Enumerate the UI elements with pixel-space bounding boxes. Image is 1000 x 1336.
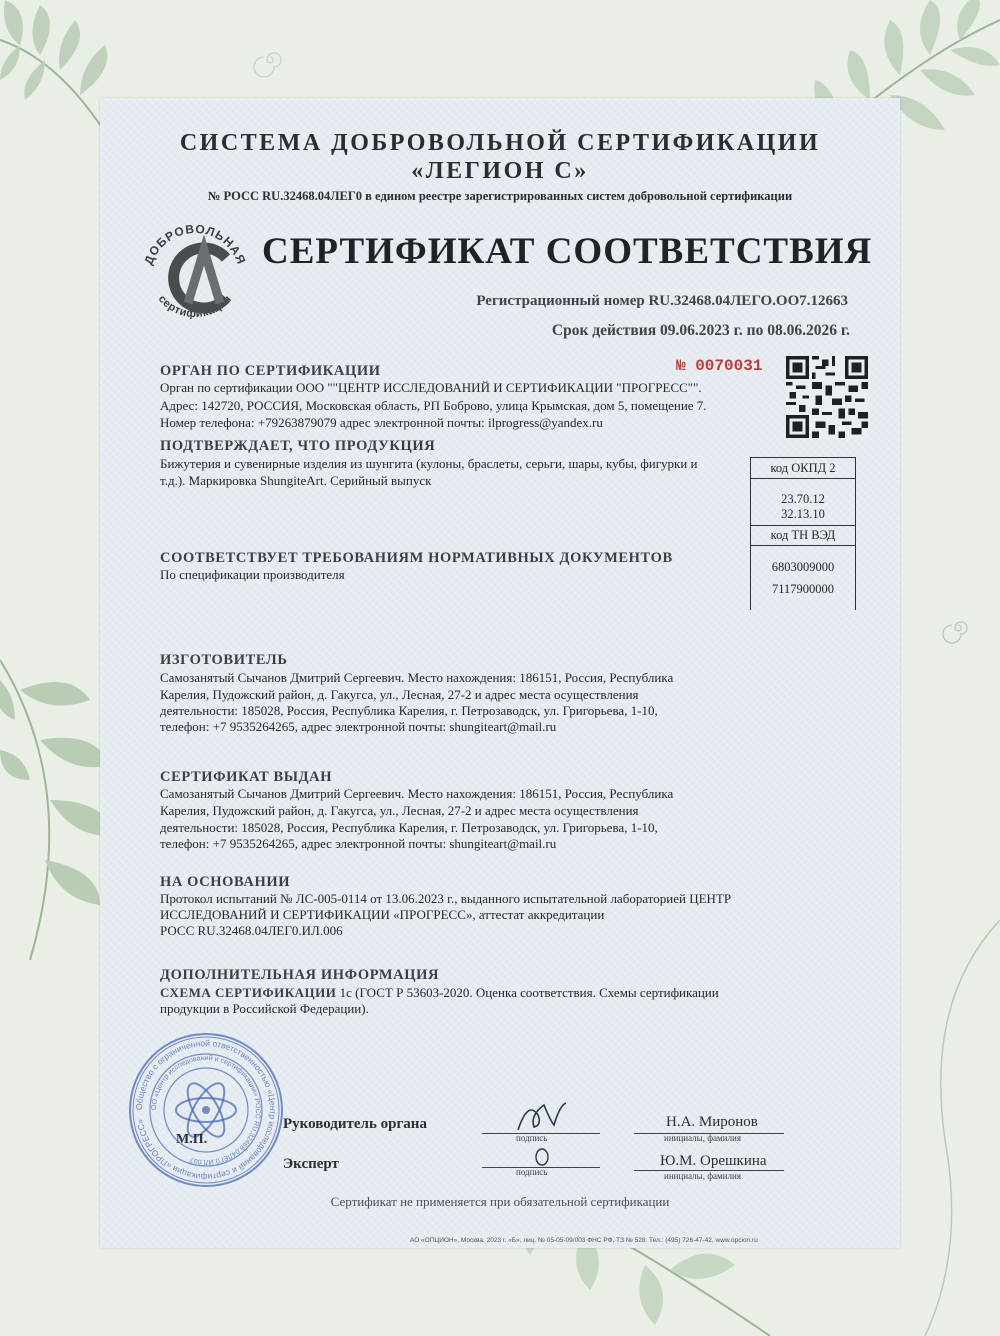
expert-label: Эксперт xyxy=(283,1156,339,1172)
stamp-outer-text: Общество с ограниченной ответственностью «Центр исследований и сертификации «ПРОГРЕСС» xyxy=(133,1037,279,1183)
okpd-code: 23.70.12 xyxy=(781,492,825,506)
leaf-decoration-bottom-right-icon xyxy=(905,920,1000,1336)
name-caption: инициалы, фамилия xyxy=(664,1171,741,1181)
head-of-body-label: Руководитель органа xyxy=(283,1116,427,1132)
classification-codes-box xyxy=(750,457,856,610)
organization-stamp xyxy=(126,1030,286,1190)
system-name: «ЛЕГИОН С» xyxy=(411,158,589,184)
basis-line: РОСС RU.32468.04ЛЕГ0.ИЛ.006 xyxy=(160,923,343,938)
voluntary-certification-logo xyxy=(130,208,260,338)
certification-scheme-label: СХЕМА СЕРТИФИКАЦИИ xyxy=(160,985,337,1000)
issued-to-line: телефон: +7 9535264265, адрес электронной почты: shungiteart@mail.ru xyxy=(160,836,557,851)
tnved-code: 7117900000 xyxy=(771,582,835,596)
requirements-text: По спецификации производителя xyxy=(160,567,345,582)
spiral-decoration-icon xyxy=(940,610,976,646)
additional-info-header: ДОПОЛНИТЕЛЬНАЯ ИНФОРМАЦИЯ xyxy=(160,967,440,983)
issued-to-line: Карелия, Пудожский район, д. Гакугса, ул., Лесная, 27-2 и адрес места осуществления xyxy=(160,803,639,818)
product-line: Бижутерия и сувенирные изделия из шунгита (кулоны, браслеты, серьги, шары, кубы, фигурки и xyxy=(160,456,698,471)
expert-signature xyxy=(528,1146,558,1168)
requirements-header: СООТВЕТСТВУЕТ ТРЕБОВАНИЯМ НОРМАТИВНЫХ ДОКУМЕНТОВ xyxy=(160,550,673,566)
manufacturer-line: Самозанятый Сычанов Дмитрий Сергеевич. Место нахождения: 186151, Россия, Республика xyxy=(160,670,674,685)
svg-text:ДОБРОВОЛЬНАЯ: ДОБРОВОЛЬНАЯ xyxy=(141,221,249,267)
serial-number: № 0070031 xyxy=(676,357,763,375)
certification-body-line: Адрес: 142720, РОССИЯ, Московская область, РП Боброво, улица Крымская, дом 5, помещение 7. xyxy=(160,398,707,413)
product-header: ПОДТВЕРЖДАЕТ, ЧТО ПРОДУКЦИЯ xyxy=(160,438,436,454)
svg-text:сертификация: сертификация xyxy=(155,293,235,321)
manufacturer-header: ИЗГОТОВИТЕЛЬ xyxy=(160,652,288,668)
okpd-label: код ОКПД 2 xyxy=(770,461,836,475)
certification-body-line: Орган по сертификации ООО ""ЦЕНТР ИССЛЕДОВАНИЙ И СЕРТИФИКАЦИИ "ПРОГРЕСС"". xyxy=(160,380,702,395)
product-line: т.д.). Маркировка ShungiteArt. Серийный выпуск xyxy=(160,473,432,488)
registration-number: Регистрационный номер RU.32468.04ЛЕГО.ОО7.12663 xyxy=(476,293,848,309)
tnved-code: 6803009000 xyxy=(771,560,835,574)
basis-line: ИССЛЕДОВАНИЙ И СЕРТИФИКАЦИИ «ПРОГРЕСС», аттестат аккредитации xyxy=(160,907,605,922)
additional-info-line: продукции в Российской Федерации). xyxy=(160,1001,369,1016)
stamp-inner-text: ОО «Центр исследований и сертификации» РОСС RU.32468.04ЛЕГ0.ИЛ.007 xyxy=(150,1054,262,1166)
seal-place-label: М.П. xyxy=(176,1132,208,1147)
head-of-body-name: Н.А. Миронов xyxy=(666,1114,758,1130)
issued-to-line: Самозанятый Сычанов Дмитрий Сергеевич. Место нахождения: 186151, Россия, Республика xyxy=(160,786,674,801)
manufacturer-line: деятельности: 185028, Россия, Республика Карелия, г. Петрозаводск, ул. Григорьева, 1-10, xyxy=(160,703,658,718)
system-title: СИСТЕМА ДОБРОВОЛЬНОЙ СЕРТИФИКАЦИИ xyxy=(179,130,821,156)
signature-caption: подпись xyxy=(516,1133,548,1143)
spiral-decoration-icon xyxy=(250,40,290,80)
issued-to-header: СЕРТИФИКАТ ВЫДАН xyxy=(160,769,333,785)
expert-name: Ю.М. Орешкина xyxy=(660,1153,767,1169)
name-caption: инициалы, фамилия xyxy=(664,1133,741,1143)
qr-code xyxy=(786,356,868,438)
basis-line: Протокол испытаний № ЛС-005-0114 от 13.06.2023 г., выданного испытательной лабораторией ЦЕНТР xyxy=(160,891,732,906)
validity-period: Срок действия 09.06.2023 г. по 08.06.2026 г. xyxy=(551,322,850,339)
signature-caption: подпись xyxy=(516,1167,548,1177)
system-registry-number: № РОСС RU.32468.04ЛЕГ0 в едином реестре зарегистрированных систем добровольной сертификации xyxy=(207,189,793,203)
okpd-code: 32.13.10 xyxy=(781,507,825,521)
basis-header: НА ОСНОВАНИИ xyxy=(160,874,291,890)
head-signature xyxy=(510,1095,570,1135)
printer-info: АО «ОПЦИОН», Москва, 2023 г. «Б», лиц. № 05-05-09/003 ФНС РФ, ТЗ № 528. Тел.: (495) 726-47-42, www.opcion.ru xyxy=(410,1237,758,1244)
certificate-title: СЕРТИФИКАТ СООТВЕТСТВИЯ xyxy=(262,231,873,272)
issued-to-line: деятельности: 185028, Россия, Республика Карелия, г. Петрозаводск, ул. Григорьева, 1-10, xyxy=(160,820,658,835)
manufacturer-line: телефон: +7 9535264265, адрес электронной почты: shungiteart@mail.ru xyxy=(160,719,557,734)
footer-note: Сертификат не применяется при обязательной сертификации xyxy=(330,1194,670,1209)
certification-scheme-line xyxy=(160,985,719,1001)
tnved-label: код ТН ВЭД xyxy=(770,528,836,542)
manufacturer-line: Карелия, Пудожский район, д. Гакугса, ул., Лесная, 27-2 и адрес места осуществления xyxy=(160,687,639,702)
certification-scheme-text: 1с (ГОСТ Р 53603-2020. Оценка соответствия. Схемы сертификации xyxy=(336,985,719,1000)
certification-body-header: ОРГАН ПО СЕРТИФИКАЦИИ xyxy=(160,363,381,379)
certification-body-line: Номер телефона: +79263879079 адрес электронной почты: ilprogress@yandex.ru xyxy=(160,415,603,430)
